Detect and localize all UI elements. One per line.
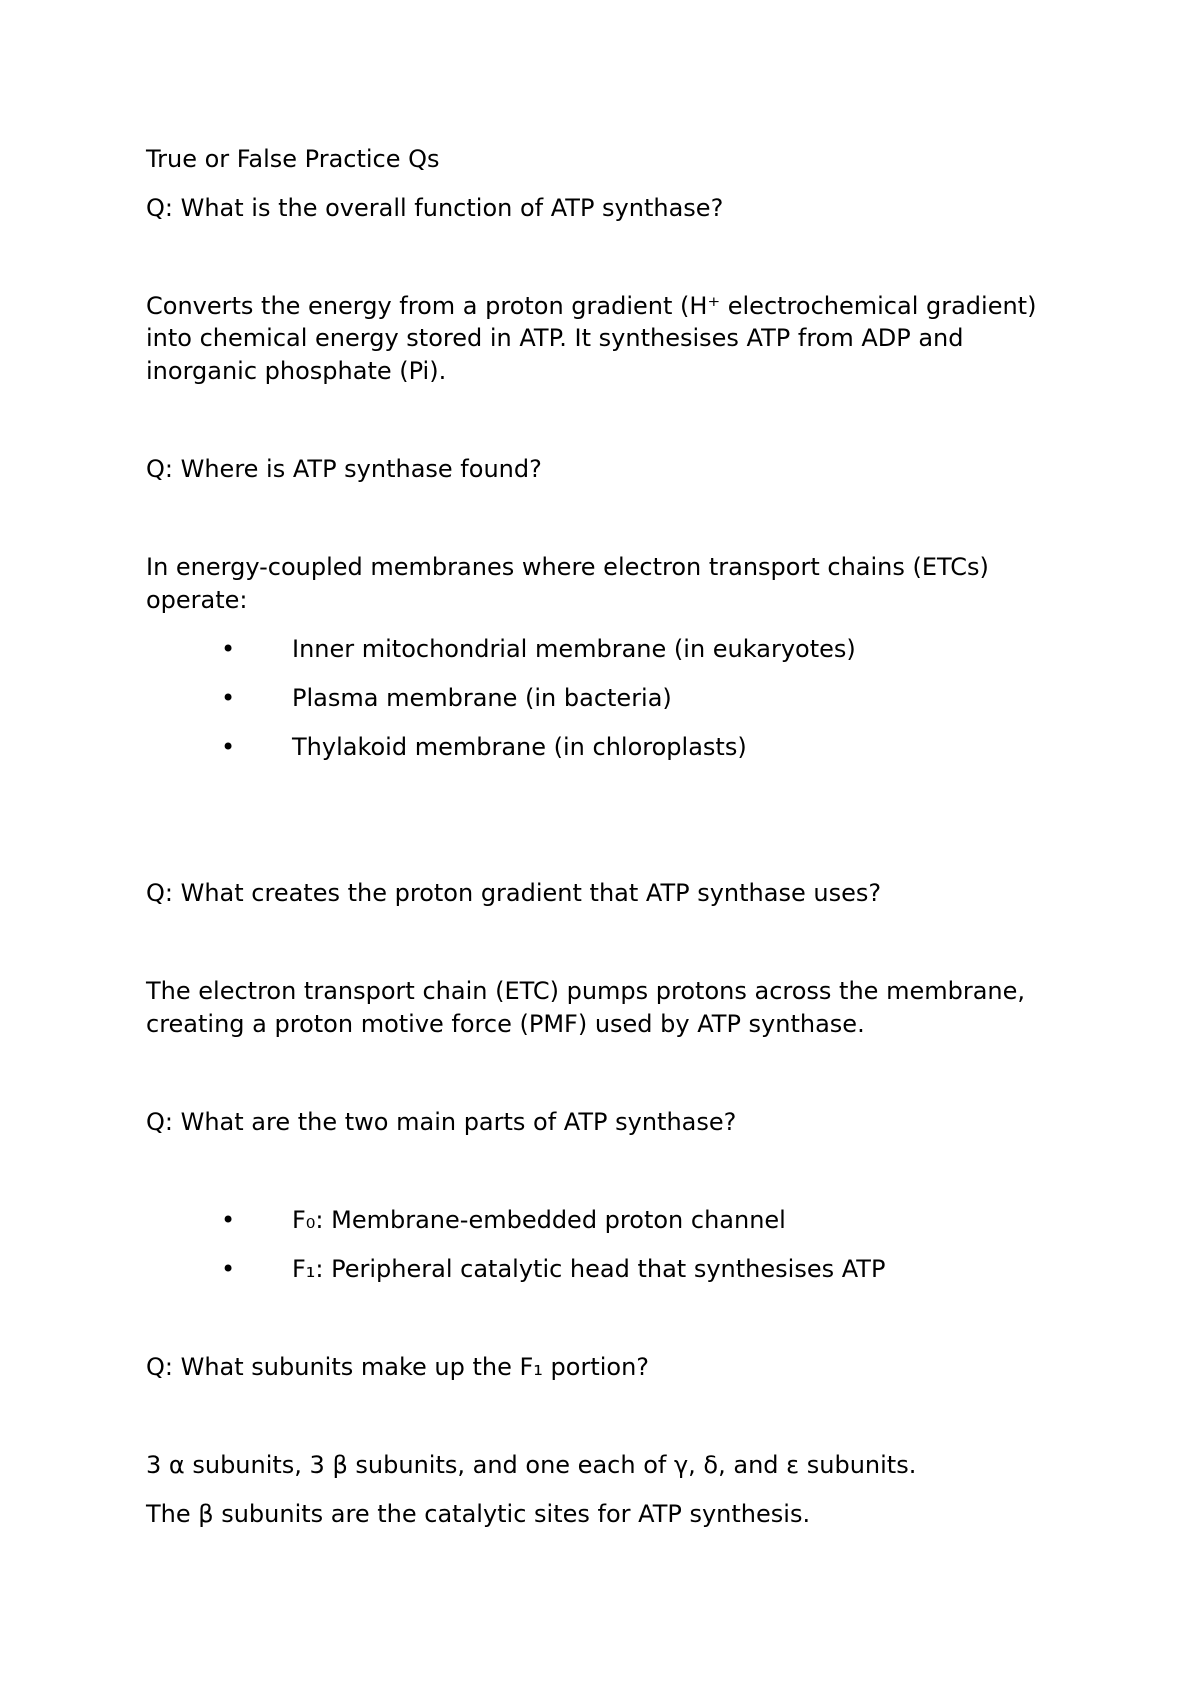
- answer-1-line-3: inorganic phosphate (Pi).: [146, 357, 447, 385]
- bullet-item-1: Inner mitochondrial membrane (in eukaryotes): [292, 635, 856, 663]
- bullet-marker: •: [221, 1255, 236, 1283]
- answer-3-line-1: The electron transport chain (ETC) pumps protons across the membrane,: [146, 977, 1026, 1005]
- question-1: Q: What is the overall function of ATP synthase?: [146, 194, 724, 222]
- answer-2-line-1: In energy-coupled membranes where electron transport chains (ETCs): [146, 553, 989, 581]
- bullet-item-2: Plasma membrane (in bacteria): [292, 684, 672, 712]
- bullet-marker: •: [221, 1206, 236, 1234]
- bullet-item-f1: F₁: Peripheral catalytic head that synthesises ATP: [292, 1255, 886, 1283]
- answer-5-line-1: 3 α subunits, 3 β subunits, and one each of γ, δ, and ε subunits.: [146, 1451, 917, 1479]
- answer-3-line-2: creating a proton motive force (PMF) used by ATP synthase.: [146, 1010, 865, 1038]
- bullet-marker: •: [221, 635, 236, 663]
- document-title: True or False Practice Qs: [146, 145, 440, 173]
- answer-1-line-2: into chemical energy stored in ATP. It synthesises ATP from ADP and: [146, 324, 964, 352]
- bullet-marker: •: [221, 684, 236, 712]
- answer-2-line-2: operate:: [146, 586, 248, 614]
- question-5: Q: What subunits make up the F₁ portion?: [146, 1353, 650, 1381]
- answer-1-line-1: Converts the energy from a proton gradient (H⁺ electrochemical gradient): [146, 292, 1037, 320]
- question-4: Q: What are the two main parts of ATP synthase?: [146, 1108, 737, 1136]
- bullet-item-3: Thylakoid membrane (in chloroplasts): [292, 733, 747, 761]
- question-2: Q: Where is ATP synthase found?: [146, 455, 542, 483]
- bullet-marker: •: [221, 733, 236, 761]
- question-3: Q: What creates the proton gradient that ATP synthase uses?: [146, 879, 882, 907]
- bullet-item-f0: F₀: Membrane-embedded proton channel: [292, 1206, 786, 1234]
- answer-5-line-2: The β subunits are the catalytic sites for ATP synthesis.: [146, 1500, 811, 1528]
